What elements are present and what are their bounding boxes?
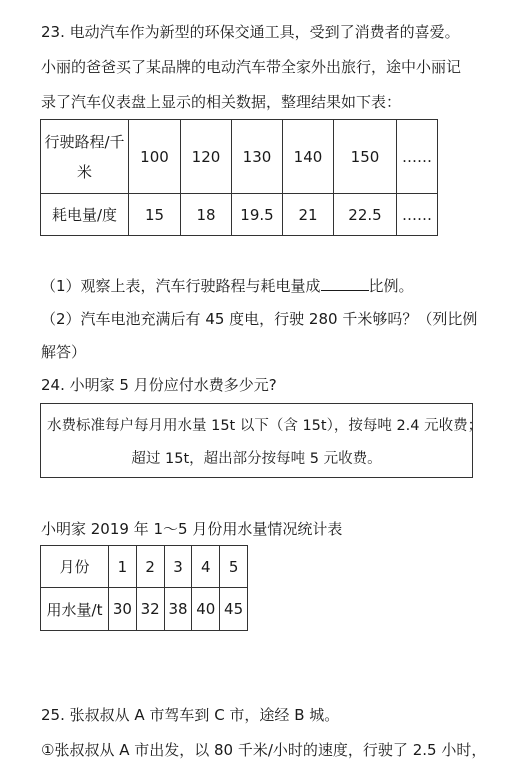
q23-power-cell: 21	[283, 194, 334, 236]
q24-header-usage: 用水量/t	[41, 588, 109, 631]
water-fee-rules-box	[40, 403, 483, 478]
q24-usage-cell: 30	[109, 588, 137, 631]
q23-power-cell: ……	[397, 194, 438, 236]
q23-power-cell: 18	[181, 194, 232, 236]
q24-usage-cell: 32	[136, 588, 164, 631]
q24-month-cell: 1	[109, 546, 137, 588]
q23-power-cell: 19.5	[232, 194, 283, 236]
q23-sub2-line2: 解答）	[41, 343, 87, 361]
q23-sub1-suffix: 比例。	[368, 277, 414, 295]
q24-month-cell: 4	[192, 546, 220, 588]
q23-header-distance-b: 米	[76, 162, 92, 181]
q24-month-cell: 3	[164, 546, 192, 588]
q24-usage-cell: 40	[192, 588, 220, 631]
q23-sub2-line1: （2）汽车电池充满后有 45 度电，行驶 280 千米够吗？（列比例	[41, 310, 478, 328]
q23-power-cell: 15	[129, 194, 181, 236]
q24-usage-cell: 45	[220, 588, 248, 631]
q24-water-usage-table	[40, 545, 248, 631]
q23-header-power: 耗电量/度	[41, 194, 129, 236]
water-fee-rule-1: 水费标准每户每月用水量 15t 以下（含 15t），按每吨 2.4 元收费；	[47, 418, 483, 434]
q24-usage-cell: 38	[164, 588, 192, 631]
answer-blank	[321, 276, 369, 291]
q23-line2: 小丽的爸爸买了某品牌的电动汽车带全家外出旅行，途中小丽记	[41, 58, 462, 76]
q25-line1: 25. 张叔叔从 A 市驾车到 C 市，途经 B 城。	[41, 706, 340, 724]
q23-distance-cell: 130	[232, 120, 283, 194]
q24-title: 24. 小明家 5 月份应付水费多少元?	[41, 376, 277, 394]
q24-table-title: 小明家 2019 年 1～5 月份用水量情况统计表	[41, 520, 343, 538]
q23-sub1	[41, 276, 414, 296]
q23-power-cell: 22.5	[334, 194, 397, 236]
q24-month-cell: 2	[136, 546, 164, 588]
q23-distance-cell: ……	[397, 120, 438, 194]
q23-distance-cell: 140	[283, 120, 334, 194]
q23-header-distance-a: 行驶路程/千	[44, 132, 125, 151]
q23-data-table	[40, 119, 438, 236]
q23-header-distance	[41, 120, 129, 194]
q23-line1: 23. 电动汽车作为新型的环保交通工具，受到了消费者的喜爱。	[41, 23, 460, 41]
q23-distance-cell: 100	[129, 120, 181, 194]
q23-line3: 录了汽车仪表盘上显示的相关数据，整理结果如下表：	[41, 93, 402, 111]
water-fee-rule-2: 超过 15t，超出部分按每吨 5 元收费。	[131, 451, 382, 467]
q23-sub1-text: （1）观察上表，汽车行驶路程与耗电量成	[41, 277, 321, 295]
q23-distance-cell: 150	[334, 120, 397, 194]
q23-distance-cell: 120	[181, 120, 232, 194]
q24-month-cell: 5	[220, 546, 248, 588]
q24-header-month: 月份	[41, 546, 109, 588]
q25-line2: ①张叔叔从 A 市出发，以 80 千米/小时的速度，行驶了 2.5 小时，	[41, 741, 487, 759]
